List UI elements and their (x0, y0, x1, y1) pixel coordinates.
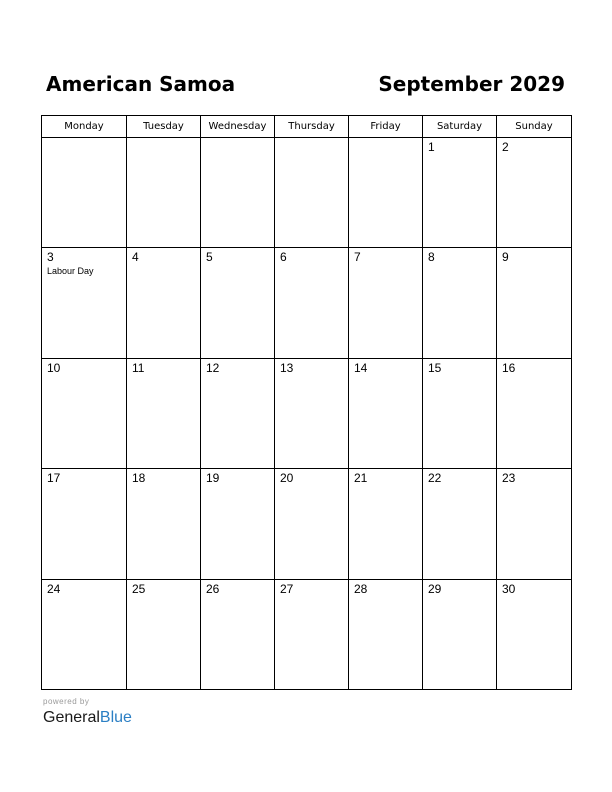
day-cell (201, 579, 275, 689)
day-cell (349, 579, 423, 689)
day-number: 11 (132, 360, 145, 375)
holiday-label: Labour Day (47, 266, 94, 277)
day-cell (423, 138, 497, 248)
day-cell (423, 248, 497, 358)
day-cell (275, 579, 349, 689)
day-number: 7 (354, 250, 361, 265)
day-cell (42, 138, 127, 248)
day-cell (497, 358, 572, 468)
day-number: 2 (502, 140, 509, 154)
day-number: 24 (47, 581, 61, 596)
week-row (42, 138, 572, 248)
day-number: 13 (280, 360, 294, 375)
day-cell (201, 469, 275, 579)
day-number: 4 (132, 250, 139, 265)
day-number: 3 (47, 250, 54, 265)
day-cell (497, 138, 572, 248)
day-cell (127, 579, 201, 689)
day-number: 12 (206, 360, 220, 375)
day-number: 29 (428, 581, 442, 596)
powered-by-text: powered by (43, 697, 90, 706)
day-number: 1 (428, 140, 435, 154)
month-year-title: September 2029 (378, 72, 565, 96)
brand-name (43, 708, 132, 728)
day-number: 5 (206, 250, 213, 265)
weekday-header-wednesday: Wednesday (201, 116, 275, 138)
day-number: 17 (47, 471, 61, 486)
weekday-header-sunday: Sunday (497, 116, 572, 138)
day-number: 30 (502, 581, 516, 596)
day-cell (201, 138, 275, 248)
day-number: 28 (354, 581, 368, 596)
weekday-header-row (42, 116, 572, 138)
generalblue-logo[interactable] (43, 697, 132, 728)
weekday-header-saturday: Saturday (423, 116, 497, 138)
day-number: 22 (428, 471, 442, 486)
day-number: 15 (428, 360, 442, 375)
brand-blue: Blue (99, 709, 132, 726)
day-cell (423, 469, 497, 579)
day-number: 6 (280, 250, 287, 265)
day-cell (349, 358, 423, 468)
day-number: 19 (206, 471, 220, 486)
day-cell (497, 248, 572, 358)
day-cell (423, 358, 497, 468)
week-row (42, 248, 572, 358)
weekday-header-tuesday: Tuesday (127, 116, 201, 138)
day-cell (42, 358, 127, 468)
day-cell (423, 579, 497, 689)
day-number: 26 (206, 581, 220, 596)
day-cell (127, 138, 201, 248)
day-number: 20 (280, 471, 294, 486)
day-cell (275, 248, 349, 358)
day-cell (349, 469, 423, 579)
week-row (42, 579, 572, 689)
day-number: 16 (502, 360, 516, 375)
day-number: 25 (132, 581, 146, 596)
day-cell (201, 358, 275, 468)
day-cell (497, 469, 572, 579)
day-cell (127, 469, 201, 579)
day-cell (275, 469, 349, 579)
day-cell (42, 248, 127, 358)
day-cell (275, 138, 349, 248)
day-number: 27 (280, 581, 294, 596)
day-number: 8 (428, 250, 435, 265)
day-cell (201, 248, 275, 358)
day-number: 10 (47, 360, 61, 375)
weekday-header-thursday: Thursday (275, 116, 349, 138)
weekday-header-friday: Friday (349, 116, 423, 138)
day-number: 21 (354, 471, 368, 486)
weekday-header-monday: Monday (42, 116, 127, 138)
day-cell (42, 579, 127, 689)
week-row (42, 469, 572, 579)
week-row (42, 358, 572, 468)
day-number: 18 (132, 471, 146, 486)
day-cell (42, 469, 127, 579)
calendar-grid (41, 115, 572, 690)
day-cell (349, 138, 423, 248)
day-number: 23 (502, 471, 516, 486)
day-cell (497, 579, 572, 689)
brand-general: General (43, 709, 100, 726)
day-number: 14 (354, 360, 368, 375)
day-number: 9 (502, 250, 509, 265)
day-cell (349, 248, 423, 358)
day-cell (275, 358, 349, 468)
country-title: American Samoa (46, 72, 236, 96)
day-cell (127, 248, 201, 358)
day-cell (127, 358, 201, 468)
